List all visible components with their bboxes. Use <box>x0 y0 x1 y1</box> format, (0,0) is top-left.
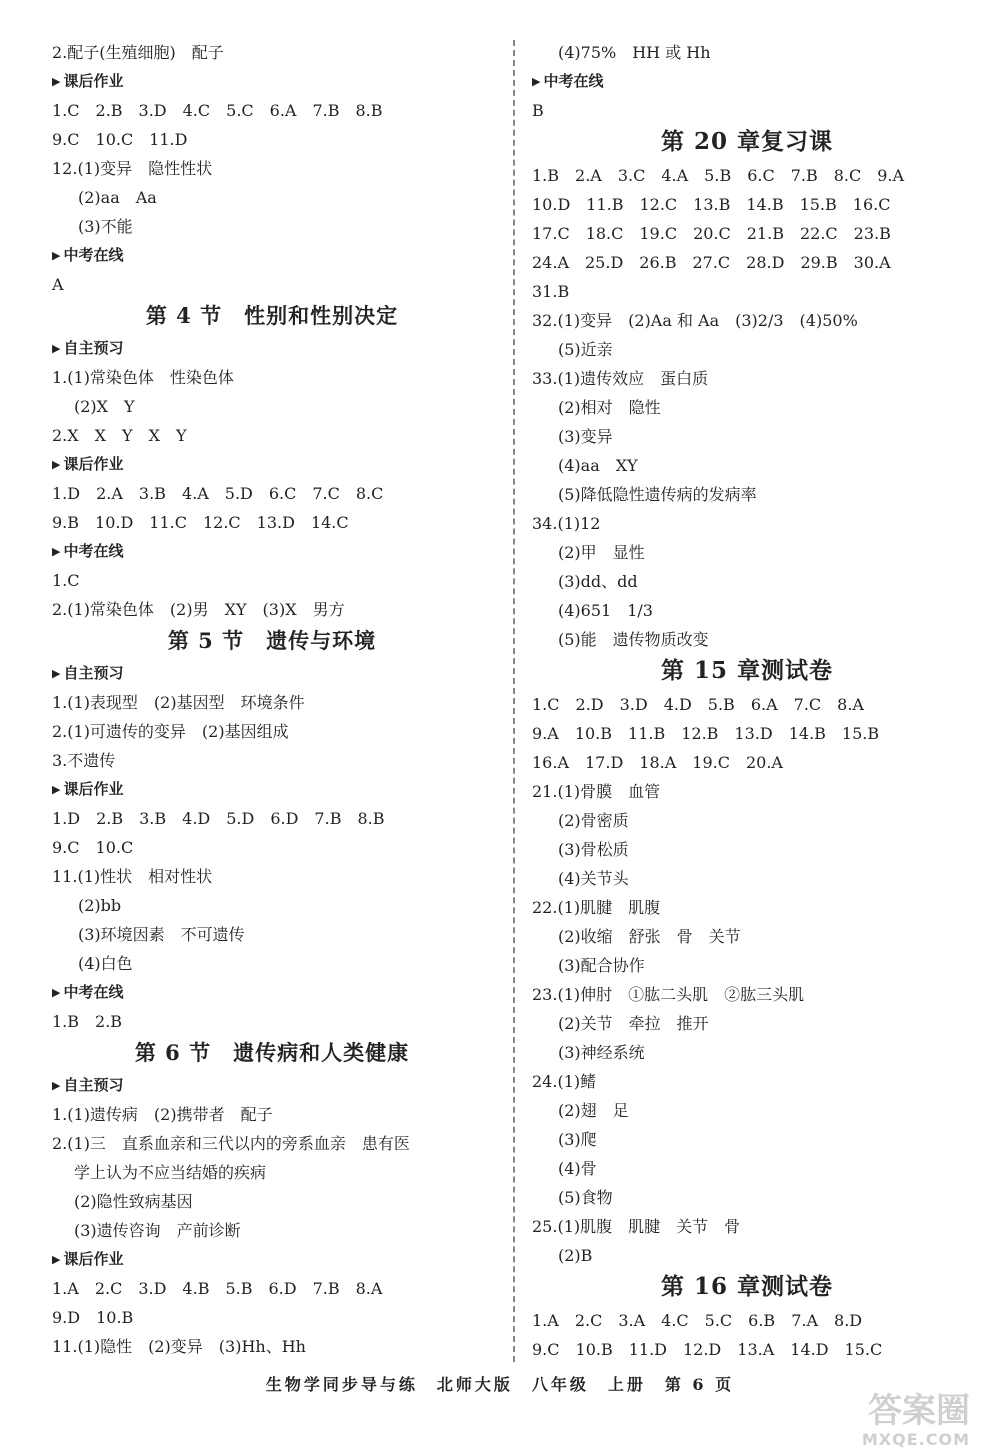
answer-line: 9.C 10.C 11.D <box>52 130 188 149</box>
answer-subline: (3)神经系统 <box>558 1043 645 1062</box>
answer-line: 24.A 25.D 26.B 27.C 28.D 29.B 30.A <box>532 253 891 272</box>
answer-line: 3.不遗传 <box>52 751 116 770</box>
answer-subline: (4)aa XY <box>558 456 638 475</box>
answer-subline: (3)配合协作 <box>558 956 645 975</box>
answer-line: 9.D 10.B <box>52 1308 134 1327</box>
answer-subline: (3)不能 <box>78 217 133 236</box>
answer-line: 1.C 2.D 3.D 4.D 5.B 6.A 7.C 8.A <box>532 695 864 714</box>
answer-line: 31.B <box>532 282 570 301</box>
left-column <box>52 38 492 1361</box>
answer-line: 2.(1)三 直系血亲和三代以内的旁系血亲 患有医 <box>52 1134 410 1153</box>
answer-line: 21.(1)骨膜 血管 <box>532 782 661 801</box>
section-label: ▶ 课后作业 <box>52 1245 492 1274</box>
section-label: ▶ 自主预习 <box>52 334 492 363</box>
answer-line: 12.(1)变异 隐性性状 <box>52 159 213 178</box>
answer-line: 33.(1)遗传效应 蛋白质 <box>532 369 709 388</box>
answer-line: 2.(1)可遗传的变异 (2)基因组成 <box>52 722 289 741</box>
answer-subline: (2)B <box>558 1246 593 1265</box>
answer-subline: (2)X Y <box>74 397 135 416</box>
answer-line: 9.A 10.B 11.B 12.B 13.D 14.B 15.B <box>532 724 880 743</box>
answer-subline: (5)能 遗传物质改变 <box>558 630 709 649</box>
answer-subline: 学上认为不应当结婚的疾病 <box>74 1163 267 1182</box>
section-label: ▶ 中考在线 <box>532 67 962 96</box>
answer-subline: (3)变异 <box>558 427 613 446</box>
answer-line: 1.A 2.C 3.D 4.B 5.B 6.D 7.B 8.A <box>52 1279 383 1298</box>
answer-subline: (2)关节 牵拉 推开 <box>558 1014 709 1033</box>
answer-subline: (2)隐性致病基因 <box>74 1192 193 1211</box>
answer-line: A <box>52 275 64 294</box>
answer-subline: (4)关节头 <box>558 869 629 888</box>
watermark-url: MXQE.COM <box>861 1430 970 1449</box>
section-label: ▶ 课后作业 <box>52 67 492 96</box>
watermark-logo <box>810 1392 970 1452</box>
answer-line: 9.C 10.B 11.D 12.D 13.A 14.D 15.C <box>532 1340 883 1359</box>
answer-subline: (5)食物 <box>558 1188 613 1207</box>
answer-line: 1.B 2.B <box>52 1012 123 1031</box>
answer-line: 1.D 2.A 3.B 4.A 5.D 6.C 7.C 8.C <box>52 484 384 503</box>
answer-line: 32.(1)变异 (2)Aa 和 Aa (3)2/3 (4)50% <box>532 311 858 330</box>
answer-line: 24.(1)鳍 <box>532 1072 597 1091</box>
answer-line: 9.B 10.D 11.C 12.C 13.D 14.C <box>52 513 349 532</box>
answer-line: 11.(1)性状 相对性状 <box>52 867 213 886</box>
answer-subline: (3)环境因素 不可遗传 <box>78 925 245 944</box>
section-label: ▶ 中考在线 <box>52 241 492 270</box>
answer-line: 16.A 17.D 18.A 19.C 20.A <box>532 753 783 772</box>
answer-subline: (2)甲 显性 <box>558 543 645 562</box>
answer-line: 17.C 18.C 19.C 20.C 21.B 22.C 23.B <box>532 224 891 243</box>
answer-line: 2.X X Y X Y <box>52 426 187 445</box>
section-label: ▶ 自主预习 <box>52 1071 492 1100</box>
page-footer: 生物学同步导与练 北师大版 八年级 上册 第 6 页 <box>265 1375 735 1394</box>
section-label: ▶ 中考在线 <box>52 978 492 1007</box>
answer-line: 1.(1)遗传病 (2)携带者 配子 <box>52 1105 273 1124</box>
right-column <box>532 38 962 1364</box>
answer-subline: (5)降低隐性遗传病的发病率 <box>558 485 757 504</box>
answer-line: B <box>532 101 544 120</box>
answer-line: 1.C 2.B 3.D 4.C 5.C 6.A 7.B 8.B <box>52 101 383 120</box>
answer-line: 34.(1)12 <box>532 514 601 533</box>
answer-subline: (3)遗传咨询 产前诊断 <box>74 1221 241 1240</box>
answer-line: 1.D 2.B 3.B 4.D 5.D 6.D 7.B 8.B <box>52 809 385 828</box>
section-heading: 第 5 节 遗传与环境 <box>167 628 377 653</box>
chapter-heading: 第 15 章测试卷 <box>660 657 834 684</box>
section-label: ▶ 课后作业 <box>52 775 492 804</box>
answer-line: 2.配子(生殖细胞) 配子 <box>52 43 224 62</box>
answer-line: 25.(1)肌腹 肌腱 关节 骨 <box>532 1217 741 1236</box>
answer-line: 11.(1)隐性 (2)变异 (3)Hh、Hh <box>52 1337 306 1356</box>
answer-subline: (2)翅 足 <box>558 1101 629 1120</box>
answer-subline: (3)骨松质 <box>558 840 629 859</box>
answer-subline: (2)相对 隐性 <box>558 398 661 417</box>
watermark-text: 答案圈 <box>868 1391 970 1431</box>
answer-line: 10.D 11.B 12.C 13.B 14.B 15.B 16.C <box>532 195 891 214</box>
section-label: ▶ 中考在线 <box>52 537 492 566</box>
answer-subline: (3)爬 <box>558 1130 597 1149</box>
answer-subline: (2)骨密质 <box>558 811 629 830</box>
answer-subline: (3)dd、dd <box>558 572 638 591</box>
answer-subline: (4)651 1/3 <box>558 601 653 620</box>
answer-line: 22.(1)肌腱 肌腹 <box>532 898 661 917</box>
answer-line: 1.(1)常染色体 性染色体 <box>52 368 234 387</box>
answer-subline: (5)近亲 <box>558 340 613 359</box>
answer-subline: (4)75% HH 或 Hh <box>558 43 711 62</box>
answer-subline: (4)骨 <box>558 1159 597 1178</box>
answer-line: 23.(1)伸肘 ①肱二头肌 ②肱三头肌 <box>532 985 805 1004</box>
answer-line: 1.C <box>52 571 80 590</box>
chapter-heading: 第 16 章测试卷 <box>660 1273 834 1300</box>
answer-line: 1.(1)表现型 (2)基因型 环境条件 <box>52 693 305 712</box>
answer-subline: (4)白色 <box>78 954 133 973</box>
chapter-heading: 第 20 章复习课 <box>660 128 834 155</box>
answer-subline: (2)bb <box>78 896 122 915</box>
answer-line: 1.A 2.C 3.A 4.C 5.C 6.B 7.A 8.D <box>532 1311 863 1330</box>
answer-line: 9.C 10.C <box>52 838 134 857</box>
section-heading: 第 4 节 性别和性别决定 <box>145 303 399 328</box>
answer-line: 2.(1)常染色体 (2)男 XY (3)X 男方 <box>52 600 345 619</box>
section-label: ▶ 自主预习 <box>52 659 492 688</box>
column-divider <box>513 40 515 1362</box>
answer-line: 1.B 2.A 3.C 4.A 5.B 6.C 7.B 8.C 9.A <box>532 166 905 185</box>
answer-subline: (2)aa Aa <box>78 188 157 207</box>
answer-subline: (2)收缩 舒张 骨 关节 <box>558 927 741 946</box>
section-heading: 第 6 节 遗传病和人类健康 <box>134 1040 410 1065</box>
section-label: ▶ 课后作业 <box>52 450 492 479</box>
